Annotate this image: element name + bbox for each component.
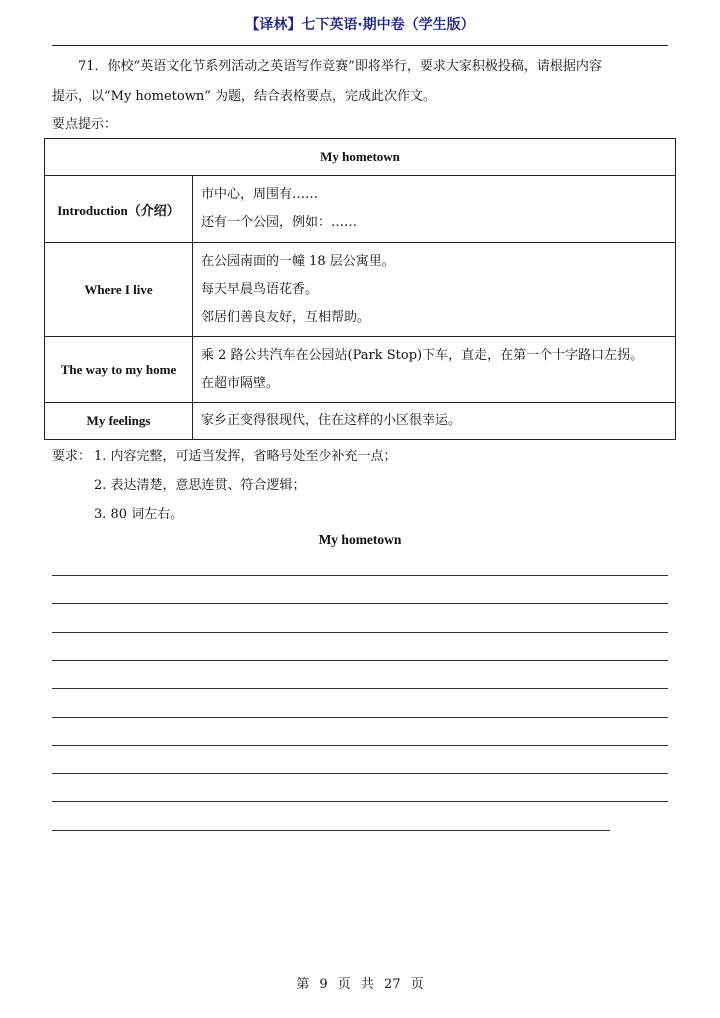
row-topic: My feelings <box>45 403 193 440</box>
writing-line[interactable] <box>52 773 668 774</box>
row-point: 乘 2 路公共汽车在公园站(Park Stop)下车，直走，在第一个十字路口左拐。 <box>201 347 644 363</box>
row-topic: Introduction（介绍） <box>45 176 193 243</box>
writing-line[interactable] <box>52 660 668 661</box>
row-topic: Where I live <box>45 243 193 337</box>
row-point: 家乡正变得很现代，住在这样的小区很幸运。 <box>201 413 462 428</box>
table-row <box>45 403 676 440</box>
row-point: 还有一个公园，例如：…… <box>201 215 358 230</box>
table-title: My hometown <box>45 139 676 176</box>
table-row <box>45 176 676 243</box>
requirement-item: 2. 表达清楚，意思连贯、符合逻辑； <box>94 478 306 493</box>
writing-line[interactable] <box>52 801 668 802</box>
row-point: 市中心，周围有…… <box>201 187 319 202</box>
question-text-line1: 71．你校“英语文化节系列活动之英语写作竞赛”即将举行，要求大家积极投稿，请根据内容 <box>78 59 602 74</box>
row-point: 邻居们善良友好，互相帮助。 <box>201 309 371 325</box>
writing-line[interactable] <box>52 717 668 718</box>
header-divider <box>52 45 668 46</box>
outline-table <box>44 138 676 440</box>
writing-line[interactable] <box>52 745 668 746</box>
points-label: 要点提示： <box>52 117 118 132</box>
writing-line[interactable] <box>52 632 668 633</box>
row-point: 每天早晨鸟语花香。 <box>201 281 319 297</box>
page-number: 第 9 页 共 27 页 <box>296 977 424 992</box>
essay-title: My hometown <box>318 532 402 547</box>
page-header: 【译林】七下英语·期中卷（学生版） <box>245 17 475 33</box>
row-topic: The way to my home <box>45 337 193 403</box>
row-point: 在公园南面的一幢 18 层公寓里。 <box>201 253 395 269</box>
requirement-item: 1. 内容完整，可适当发挥，省略号处至少补充一点； <box>94 449 397 464</box>
row-point: 在超市隔壁。 <box>201 375 280 391</box>
writing-line[interactable] <box>52 688 668 689</box>
requirements-label: 要求： <box>52 449 92 464</box>
requirement-item: 3. 80 词左右。 <box>94 507 184 522</box>
question-text-line2: 提示，以“My hometown” 为题，结合表格要点，完成此次作文。 <box>52 89 436 104</box>
table-row <box>45 243 676 337</box>
writing-line[interactable] <box>52 830 610 831</box>
writing-line[interactable] <box>52 575 668 576</box>
writing-line[interactable] <box>52 603 668 604</box>
table-row <box>45 337 676 403</box>
